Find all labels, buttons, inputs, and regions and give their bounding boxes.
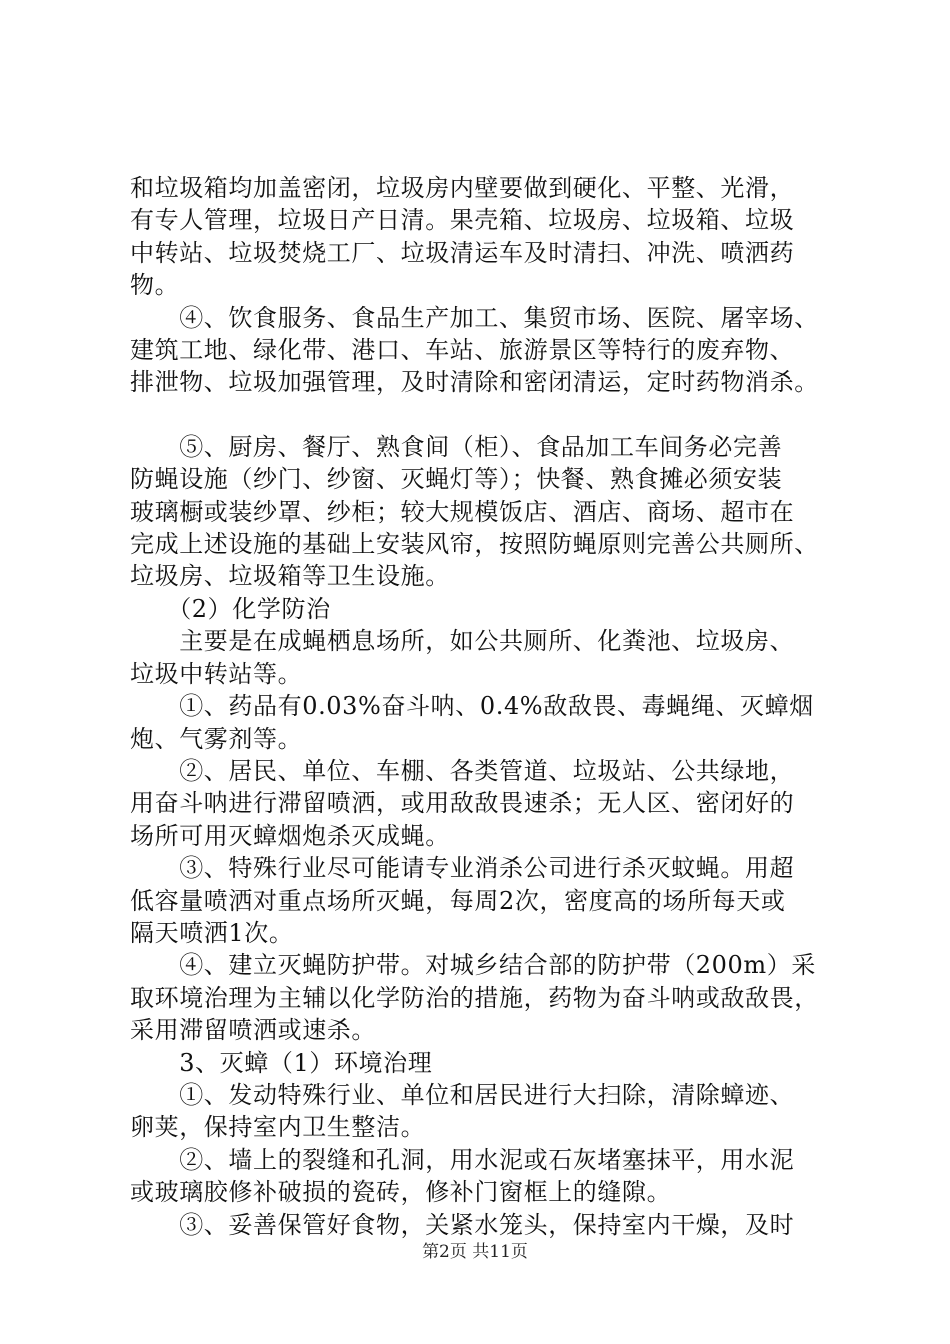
text-line: 和垃圾箱均加盖密闭，垃圾房内壁要做到硬化、平整、光滑， bbox=[130, 174, 795, 202]
text-line: 采用滞留喷洒或速杀。 bbox=[130, 1016, 376, 1045]
text-line: ②、居民、单位、车棚、各类管道、垃圾站、公共绿地， bbox=[130, 756, 795, 785]
text-line: 物。 bbox=[130, 271, 180, 300]
text-line: 用奋斗呐进行滞留喷洒，或用敌敌畏速杀；无人区、密闭好的 bbox=[130, 789, 795, 818]
text-line: 垃圾房、垃圾箱等卫生设施。 bbox=[130, 562, 450, 591]
text-line: 完成上述设施的基础上安装风帘，按照防蝇原则完善公共厕所、 bbox=[130, 530, 819, 559]
text-line: 场所可用灭蟑烟炮杀灭成蝇。 bbox=[130, 821, 450, 850]
text-line: 隔天喷洒1次。 bbox=[130, 918, 294, 947]
page-footer: 第2页 共11页 bbox=[422, 1242, 528, 1262]
text-line: 低容量喷洒对重点场所灭蝇，每周2次，密度高的场所每天或 bbox=[130, 886, 786, 915]
text-line: ④、饮食服务、食品生产加工、集贸市场、医院、屠宰场、 bbox=[130, 303, 819, 332]
text-line: 防蝇设施（纱门、纱窗、灭蝇灯等）；快餐、熟食摊必须安装 bbox=[130, 465, 783, 494]
text-line: 玻璃橱或装纱罩、纱柜；较大规模饭店、酒店、商场、超市在 bbox=[130, 497, 795, 526]
text-line: 主要是在成蝇栖息场所，如公共厕所、化粪池、垃圾房、 bbox=[130, 627, 795, 656]
text-line: ②、墙上的裂缝和孔洞，用水泥或石灰堵塞抹平，用水泥 bbox=[130, 1145, 795, 1174]
section-heading: 3、灭蟑（1）环境治理 bbox=[130, 1048, 433, 1077]
section-heading: （2）化学防治 bbox=[130, 594, 331, 623]
text-line: 或玻璃胶修补破损的瓷砖，修补门窗框上的缝隙。 bbox=[130, 1178, 672, 1207]
text-line: ⑤、厨房、餐厅、熟食间（柜）、食品加工车间务必完善 bbox=[130, 432, 783, 461]
text-line: 有专人管理，垃圾日产日清。果壳箱、垃圾房、垃圾箱、垃圾 bbox=[130, 206, 795, 235]
text-line: 中转站、垃圾焚烧工厂、垃圾清运车及时清扫、冲洗、喷洒药 bbox=[130, 238, 795, 267]
text-line: 取环境治理为主辅以化学防治的措施，药物为奋斗呐或敌敌畏， bbox=[130, 983, 819, 1012]
text-line: 炮、气雾剂等。 bbox=[130, 724, 303, 753]
text-line: 建筑工地、绿化带、港口、车站、旅游景区等特行的废弃物、 bbox=[130, 336, 795, 365]
text-line: ①、发动特殊行业、单位和居民进行大扫除，清除蟑迹、 bbox=[130, 1080, 795, 1109]
text-line: 排泄物、垃圾加强管理，及时清除和密闭清运，定时药物消杀。 bbox=[130, 368, 819, 397]
text-line: ①、药品有0.03%奋斗呐、0.4%敌敌畏、毒蝇绳、灭蟑烟 bbox=[130, 692, 814, 721]
text-line: ③、特殊行业尽可能请专业消杀公司进行杀灭蚊蝇。用超 bbox=[130, 854, 795, 883]
text-line: 卵荚，保持室内卫生整洁。 bbox=[130, 1113, 426, 1142]
paragraph-gap bbox=[130, 399, 842, 431]
text-line: ③、妥善保管好食物，关紧水笼头，保持室内干燥，及时 bbox=[130, 1210, 795, 1239]
text-line: 垃圾中转站等。 bbox=[130, 659, 303, 688]
document-body bbox=[130, 172, 842, 1241]
text-line: ④、建立灭蝇防护带。对城乡结合部的防护带（200m）采 bbox=[130, 951, 816, 980]
